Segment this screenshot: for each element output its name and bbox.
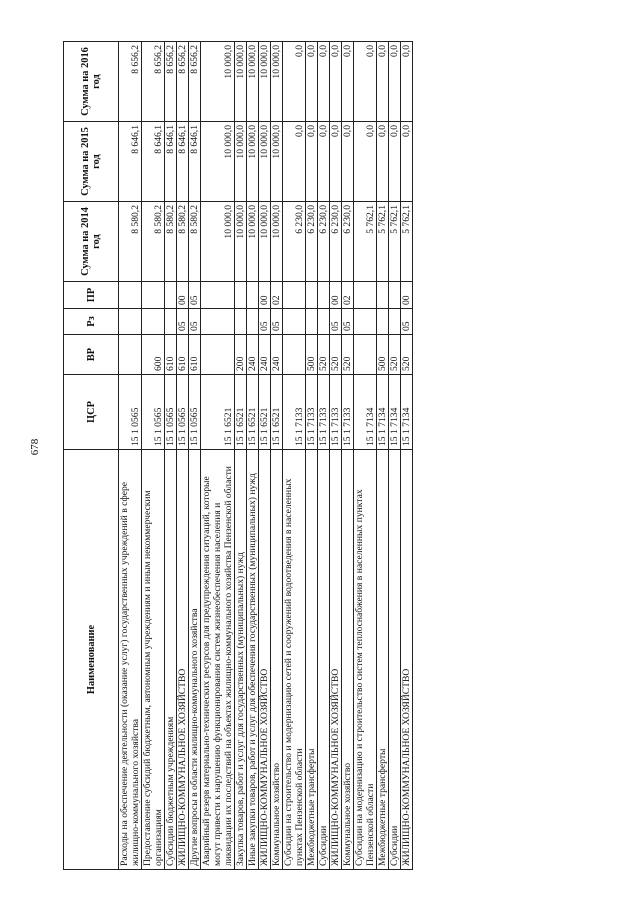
cell-sum-2014: 8 580,2 xyxy=(165,202,177,282)
cell-pr xyxy=(247,282,259,309)
cell-csr: 15 1 6521 xyxy=(235,375,247,450)
cell-name: ЖИЛИЩНО-КОММУНАЛЬНОЕ ХОЗЯЙСТВО xyxy=(259,450,271,870)
cell-vr: 610 xyxy=(189,335,201,375)
header-vr: ВР xyxy=(64,335,119,375)
cell-csr: 15 1 7133 xyxy=(306,375,318,450)
table-row xyxy=(401,42,413,870)
cell-rz: 05 xyxy=(401,309,413,335)
cell-sum-2016: 0,0 xyxy=(389,42,401,122)
cell-sum-2016: 0,0 xyxy=(318,42,330,122)
cell-vr: 500 xyxy=(306,335,318,375)
cell-rz: 05 xyxy=(259,309,271,335)
cell-vr xyxy=(354,335,377,375)
cell-rz xyxy=(247,309,259,335)
cell-rz: 05 xyxy=(342,309,354,335)
cell-pr xyxy=(142,282,165,309)
cell-csr: 15 1 7133 xyxy=(342,375,354,450)
cell-sum-2014: 10 000,0 xyxy=(271,202,283,282)
cell-sum-2015: 8 646,1 xyxy=(142,122,165,202)
cell-name: Субсидии бюджетным учреждениям xyxy=(165,450,177,870)
header-rz: Рз xyxy=(64,309,119,335)
table-row xyxy=(377,42,389,870)
cell-pr: 02 xyxy=(271,282,283,309)
cell-name: ЖИЛИЩНО-КОММУНАЛЬНОЕ ХОЗЯЙСТВО xyxy=(177,450,189,870)
cell-rz: 05 xyxy=(271,309,283,335)
cell-pr xyxy=(354,282,377,309)
cell-sum-2014: 5 762,1 xyxy=(354,202,377,282)
cell-sum-2014: 8 580,2 xyxy=(119,202,142,282)
cell-sum-2014: 10 000,0 xyxy=(201,202,235,282)
cell-name: Субсидии xyxy=(389,450,401,870)
cell-rz: 05 xyxy=(189,309,201,335)
table-row xyxy=(354,42,377,870)
cell-sum-2016: 0,0 xyxy=(330,42,342,122)
cell-rz xyxy=(119,309,142,335)
cell-sum-2015: 0,0 xyxy=(342,122,354,202)
cell-csr: 15 1 7133 xyxy=(318,375,330,450)
cell-name: Расходы на обеспечение деятельности (оказание услуг) государственных учреждений в сфере жилищно-коммунального хозяйства xyxy=(119,450,142,870)
cell-vr: 520 xyxy=(401,335,413,375)
table-row xyxy=(177,42,189,870)
cell-vr xyxy=(283,335,306,375)
cell-pr xyxy=(318,282,330,309)
cell-rz xyxy=(389,309,401,335)
cell-sum-2015: 0,0 xyxy=(318,122,330,202)
budget-table xyxy=(63,41,413,870)
cell-vr: 520 xyxy=(330,335,342,375)
cell-name: Предоставление субсидий бюджетным, автономным учреждениям и иным некоммерческим организациям xyxy=(142,450,165,870)
cell-vr: 600 xyxy=(142,335,165,375)
cell-rz xyxy=(283,309,306,335)
cell-name: Коммунальное хозяйство xyxy=(271,450,283,870)
cell-sum-2015: 0,0 xyxy=(401,122,413,202)
cell-csr: 15 1 6521 xyxy=(201,375,235,450)
header-pr: ПР xyxy=(64,282,119,309)
cell-sum-2014: 8 580,2 xyxy=(177,202,189,282)
table-row xyxy=(283,42,306,870)
cell-name: Субсидии на строительство и модернизацию сетей и сооружений водоотведения в населенных пунктах Пензенской области xyxy=(283,450,306,870)
cell-name: ЖИЛИЩНО-КОММУНАЛЬНОЕ ХОЗЯЙСТВО xyxy=(330,450,342,870)
cell-name: ЖИЛИЩНО-КОММУНАЛЬНОЕ ХОЗЯЙСТВО xyxy=(401,450,413,870)
header-sum-2014: Сумма на 2014 год xyxy=(64,202,119,282)
cell-pr xyxy=(389,282,401,309)
cell-name: Закупка товаров, работ и услуг для государственных (муниципальных) нужд xyxy=(235,450,247,870)
cell-sum-2015: 8 646,1 xyxy=(189,122,201,202)
cell-sum-2014: 6 230,0 xyxy=(330,202,342,282)
table-row xyxy=(119,42,142,870)
cell-pr xyxy=(235,282,247,309)
cell-vr: 240 xyxy=(259,335,271,375)
cell-pr xyxy=(377,282,389,309)
cell-sum-2016: 8 656,2 xyxy=(165,42,177,122)
cell-rz: 05 xyxy=(177,309,189,335)
cell-sum-2016: 8 656,2 xyxy=(189,42,201,122)
table-row xyxy=(389,42,401,870)
cell-csr: 15 1 0565 xyxy=(165,375,177,450)
cell-sum-2015: 10 000,0 xyxy=(259,122,271,202)
cell-sum-2015: 0,0 xyxy=(306,122,318,202)
cell-sum-2014: 6 230,0 xyxy=(306,202,318,282)
cell-sum-2016: 0,0 xyxy=(354,42,377,122)
cell-rz xyxy=(142,309,165,335)
header-csr: ЦСР xyxy=(64,375,119,450)
cell-name: Субсидии xyxy=(318,450,330,870)
cell-vr: 610 xyxy=(177,335,189,375)
page-number: 678 xyxy=(29,438,41,456)
cell-vr: 240 xyxy=(271,335,283,375)
table-row xyxy=(342,42,354,870)
cell-csr: 15 1 7134 xyxy=(401,375,413,450)
cell-pr: 00 xyxy=(401,282,413,309)
cell-vr xyxy=(201,335,235,375)
cell-sum-2015: 0,0 xyxy=(330,122,342,202)
cell-csr: 15 1 7134 xyxy=(389,375,401,450)
cell-csr: 15 1 0565 xyxy=(119,375,142,450)
cell-sum-2016: 10 000,0 xyxy=(235,42,247,122)
table-row xyxy=(306,42,318,870)
table-body xyxy=(119,42,413,870)
cell-sum-2014: 8 580,2 xyxy=(142,202,165,282)
cell-csr: 15 1 0565 xyxy=(142,375,165,450)
cell-sum-2015: 10 000,0 xyxy=(271,122,283,202)
cell-name: Коммунальное хозяйство xyxy=(342,450,354,870)
header-sum-2015: Сумма на 2015 год xyxy=(64,122,119,202)
cell-sum-2015: 0,0 xyxy=(283,122,306,202)
cell-sum-2015: 10 000,0 xyxy=(247,122,259,202)
cell-vr: 520 xyxy=(318,335,330,375)
cell-sum-2014: 10 000,0 xyxy=(247,202,259,282)
cell-rz xyxy=(377,309,389,335)
cell-sum-2015: 10 000,0 xyxy=(235,122,247,202)
table-row xyxy=(259,42,271,870)
cell-csr: 15 1 0565 xyxy=(189,375,201,450)
cell-pr xyxy=(306,282,318,309)
cell-rz xyxy=(235,309,247,335)
cell-pr: 00 xyxy=(177,282,189,309)
header-sum-2016: Сумма на 2016 год xyxy=(64,42,119,122)
table-row xyxy=(189,42,201,870)
table-row xyxy=(318,42,330,870)
header-name: Наименование xyxy=(64,450,119,870)
cell-sum-2015: 8 646,1 xyxy=(177,122,189,202)
cell-pr: 00 xyxy=(330,282,342,309)
cell-name: Аварийный резерв материально-технических ресурсов для предупреждения ситуаций, которые могут привести к нарушению функционирования систем жизнеобеспечения населения и ликвидации их последствий на объектах жилищно-коммунального хозяйства Пензенской области xyxy=(201,450,235,870)
cell-pr: 00 xyxy=(259,282,271,309)
table-row xyxy=(201,42,235,870)
cell-sum-2014: 6 230,0 xyxy=(318,202,330,282)
cell-sum-2016: 0,0 xyxy=(342,42,354,122)
cell-name: Межбюджетные трансферты xyxy=(377,450,389,870)
cell-rz xyxy=(201,309,235,335)
cell-sum-2015: 8 646,1 xyxy=(165,122,177,202)
cell-name: Другие вопросы в области жилищно-коммунального хозяйства xyxy=(189,450,201,870)
cell-csr: 15 1 7134 xyxy=(354,375,377,450)
cell-name: Субсидии на модернизацию и строительство систем теплоснабжения в населенных пунктах Пензенской области xyxy=(354,450,377,870)
cell-sum-2014: 5 762,1 xyxy=(401,202,413,282)
cell-sum-2014: 6 230,0 xyxy=(283,202,306,282)
cell-sum-2016: 8 656,2 xyxy=(142,42,165,122)
cell-rz: 05 xyxy=(330,309,342,335)
cell-sum-2016: 0,0 xyxy=(401,42,413,122)
cell-vr: 610 xyxy=(165,335,177,375)
cell-name: Межбюджетные трансферты xyxy=(306,450,318,870)
header-row xyxy=(64,42,119,870)
rotated-page xyxy=(63,42,553,870)
cell-csr: 15 1 6521 xyxy=(271,375,283,450)
table-row xyxy=(235,42,247,870)
cell-sum-2016: 8 656,2 xyxy=(119,42,142,122)
table-row xyxy=(142,42,165,870)
cell-csr: 15 1 0565 xyxy=(177,375,189,450)
cell-csr: 15 1 7133 xyxy=(283,375,306,450)
cell-rz xyxy=(306,309,318,335)
cell-sum-2016: 0,0 xyxy=(283,42,306,122)
cell-sum-2014: 5 762,1 xyxy=(377,202,389,282)
cell-pr xyxy=(165,282,177,309)
cell-sum-2014: 6 230,0 xyxy=(342,202,354,282)
cell-sum-2016: 0,0 xyxy=(377,42,389,122)
cell-pr: 02 xyxy=(342,282,354,309)
cell-vr: 500 xyxy=(377,335,389,375)
cell-sum-2015: 0,0 xyxy=(377,122,389,202)
cell-sum-2014: 10 000,0 xyxy=(259,202,271,282)
cell-sum-2016: 10 000,0 xyxy=(259,42,271,122)
cell-csr: 15 1 7134 xyxy=(377,375,389,450)
cell-name: Иные закупки товаров, работ и услуг для обеспечения государственных (муниципальных) нужд xyxy=(247,450,259,870)
cell-pr xyxy=(201,282,235,309)
cell-sum-2016: 0,0 xyxy=(306,42,318,122)
cell-sum-2015: 10 000,0 xyxy=(201,122,235,202)
cell-pr xyxy=(283,282,306,309)
cell-vr xyxy=(119,335,142,375)
table-row xyxy=(165,42,177,870)
cell-sum-2015: 0,0 xyxy=(354,122,377,202)
cell-vr: 520 xyxy=(389,335,401,375)
table-row xyxy=(271,42,283,870)
cell-sum-2015: 8 646,1 xyxy=(119,122,142,202)
cell-csr: 15 1 6521 xyxy=(247,375,259,450)
table-row xyxy=(330,42,342,870)
cell-sum-2014: 10 000,0 xyxy=(235,202,247,282)
table-row xyxy=(247,42,259,870)
cell-vr: 520 xyxy=(342,335,354,375)
cell-pr: 05 xyxy=(189,282,201,309)
cell-sum-2016: 10 000,0 xyxy=(201,42,235,122)
cell-vr: 240 xyxy=(247,335,259,375)
cell-sum-2014: 8 580,2 xyxy=(189,202,201,282)
cell-pr xyxy=(119,282,142,309)
cell-csr: 15 1 6521 xyxy=(259,375,271,450)
cell-sum-2014: 5 762,1 xyxy=(389,202,401,282)
cell-vr: 200 xyxy=(235,335,247,375)
cell-sum-2016: 10 000,0 xyxy=(247,42,259,122)
cell-csr: 15 1 7133 xyxy=(330,375,342,450)
cell-sum-2015: 0,0 xyxy=(389,122,401,202)
cell-rz xyxy=(318,309,330,335)
cell-rz xyxy=(354,309,377,335)
cell-sum-2016: 10 000,0 xyxy=(271,42,283,122)
cell-sum-2016: 8 656,2 xyxy=(177,42,189,122)
cell-rz xyxy=(165,309,177,335)
